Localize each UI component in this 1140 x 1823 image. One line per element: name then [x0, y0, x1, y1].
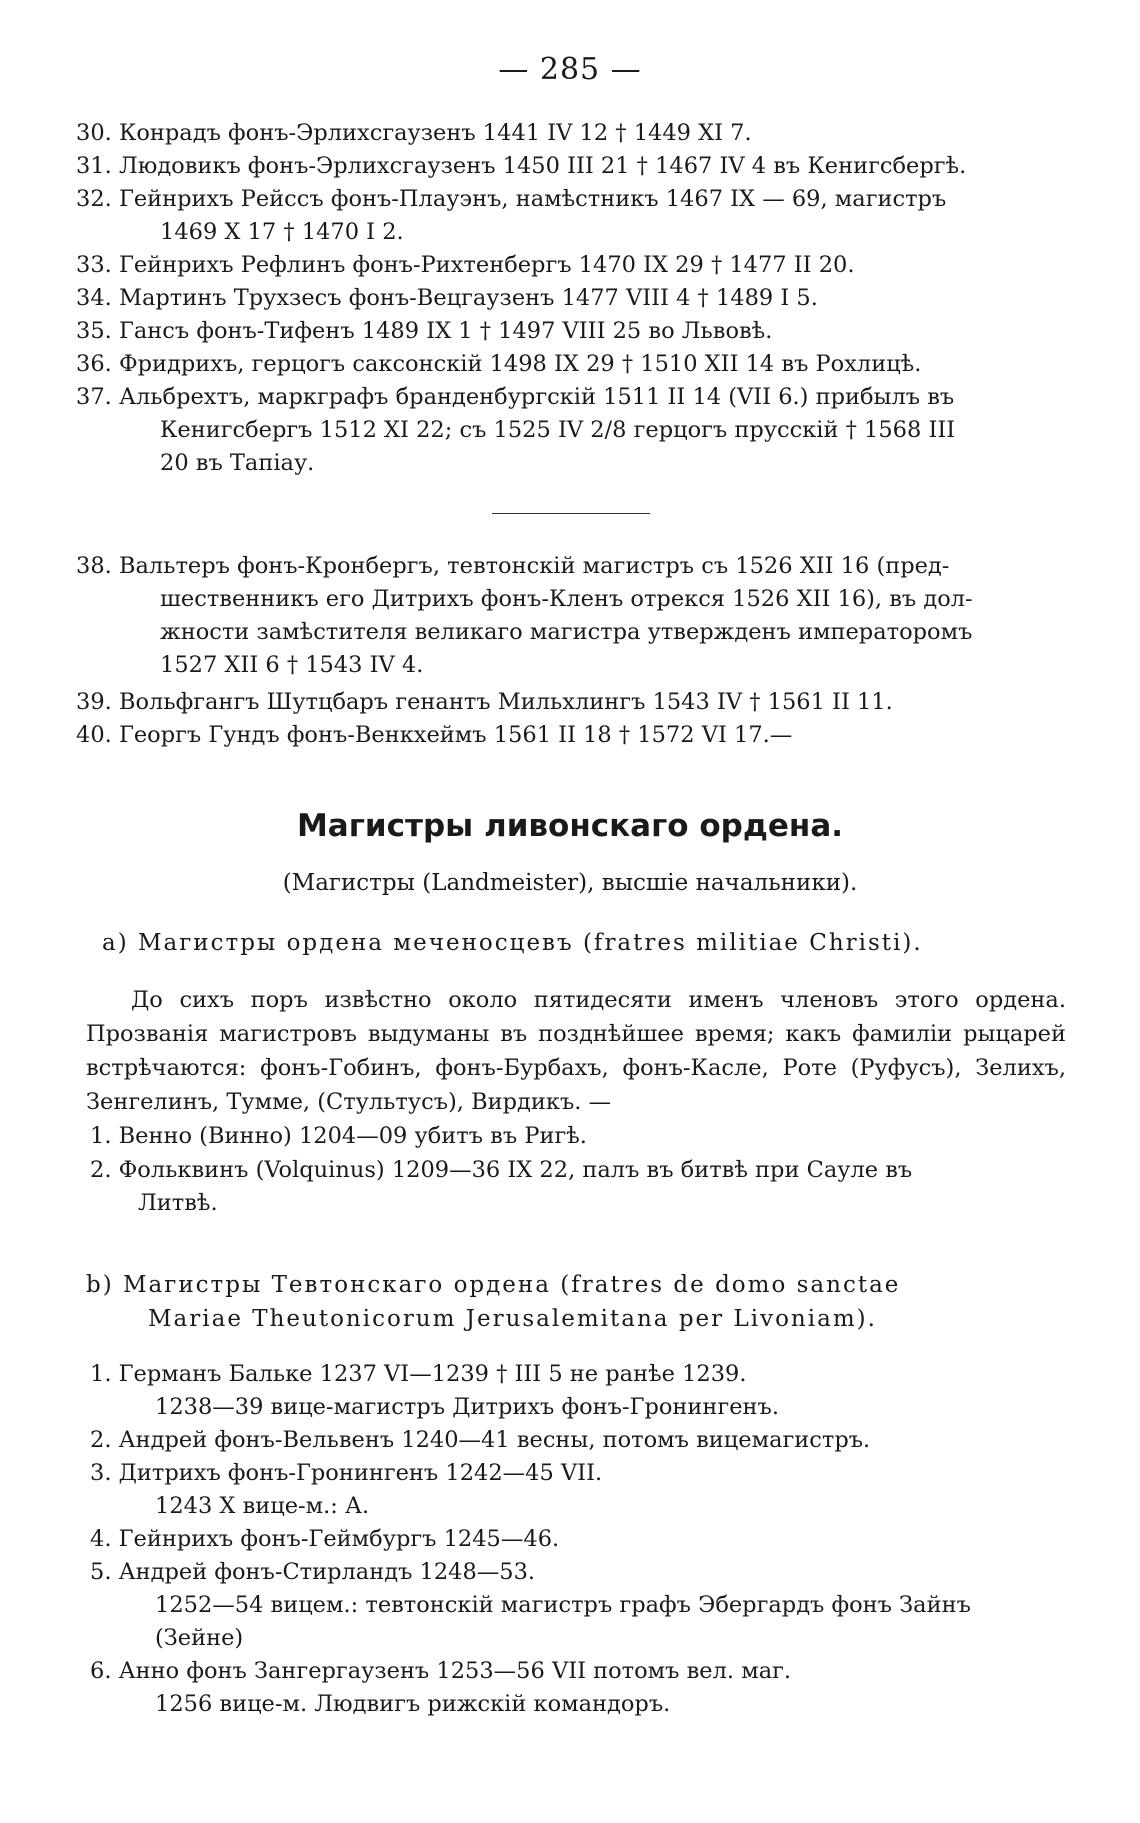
item-text-continued: жности замѣстителя великаго магистра утвержденъ императоромъ [160, 619, 973, 645]
item-text-continued: 1469 X 17 † 1470 I 2. [160, 219, 404, 245]
item-number: 2. [90, 1427, 112, 1453]
sub-item-text-continued: (Зейне) [155, 1625, 244, 1651]
item-text-continued: 20 въ Тапіау. [160, 450, 315, 476]
list-item [90, 1523, 1080, 1556]
page-number: — 285 — [498, 52, 642, 87]
item-number: 33. [76, 252, 112, 278]
list-item [76, 550, 1066, 682]
item-number: 3. [90, 1460, 112, 1486]
section-heading: Магистры ливонскаго ордена. [296, 808, 844, 844]
list-item [90, 1120, 1080, 1153]
item-text: Вальтеръ фонъ-Кронбергъ, тевтонскій магистръ съ 1526 XII 16 (пред- [118, 553, 950, 579]
item-number: 37. [76, 384, 112, 410]
section-subheading: (Магистры (Landmeister), высшіе начальники). [282, 870, 858, 896]
item-text: Анно фонъ Зангергаузенъ 1253—56 VII потомъ вел. маг. [118, 1658, 792, 1684]
list-item [76, 348, 1066, 381]
item-text: Венно (Винно) 1204—09 убитъ въ Ригѣ. [118, 1123, 587, 1149]
item-text: Фольквинъ (Volquinus) 1209—36 IX 22, палъ въ битвѣ при Сауле въ [118, 1157, 913, 1183]
intro-paragraph [86, 983, 1066, 1119]
item-number: 1. [90, 1123, 112, 1149]
list-item [76, 315, 1066, 348]
item-text: Дитрихъ фонъ-Гронингенъ 1242—45 VII. [118, 1460, 603, 1486]
title-text-continued: Mariae Theutonicorum Jerusalemitana per Livoniam). [148, 1306, 877, 1332]
item-number: 30. [76, 120, 112, 146]
item-text-continued: 1527 XII 6 † 1543 IV 4. [160, 652, 424, 678]
list-item [76, 282, 1066, 315]
list-item [76, 686, 1066, 719]
item-text: Андрей фонъ-Стирландъ 1248—53. [118, 1559, 536, 1585]
item-text: Гансъ фонъ-Тифенъ 1489 IX 1 † 1497 VIII 25 во Львовѣ. [118, 318, 773, 344]
item-number: 39. [76, 689, 112, 715]
paragraph-text: До сихъ поръ извѣстно около пятидесяти именъ членовъ этого ордена. Прозванія магистровъ выдуманы въ позднѣйшее время; какъ фамиліи рыцарей встрѣчаются: фонъ-Гобинъ, фонъ-Бурбахъ, фонъ-Касле, Роте (Руфусъ), Зелихъ, Зенгелинъ, Тумме, (Стультусъ), Вирдикъ. — [86, 987, 1066, 1115]
item-number: 2. [90, 1157, 112, 1183]
item-number: 1. [90, 1361, 112, 1387]
item-text: Германъ Бальке 1237 VI—1239 † III 5 не ранѣе 1239. [118, 1361, 747, 1387]
subsection-b-title [86, 1268, 1076, 1336]
item-number: 40. [76, 722, 112, 748]
item-number: 6. [90, 1658, 112, 1684]
item-text: Вольфгангъ Шутцбаръ генантъ Мильхлингъ 1543 IV † 1561 II 11. [118, 689, 893, 715]
title-text: b) Магистры Тевтонскаго ордена (fratres de domo sanctae [86, 1272, 901, 1298]
item-text: Фридрихъ, герцогъ саксонскій 1498 IX 29 † 1510 XII 14 въ Рохлицѣ. [118, 351, 922, 377]
list-item [90, 1154, 1080, 1220]
list-item [90, 1556, 1080, 1589]
list-item [76, 150, 1066, 183]
subsection-a-title: а) Магистры ордена меченосцевъ (fratres militiae Christi). [102, 930, 923, 956]
item-text: Мартинъ Трухзесъ фонъ-Вецгаузенъ 1477 VIII 4 † 1489 I 5. [118, 285, 818, 311]
sub-item [155, 1589, 1140, 1655]
item-text: Георгъ Гундъ фонъ-Венкхеймъ 1561 II 18 † 1572 VI 17.— [118, 722, 793, 748]
list-item [76, 117, 1066, 150]
item-number: 38. [76, 553, 112, 579]
item-text-continued: Кенигсбергъ 1512 XI 22; съ 1525 IV 2/8 герцогъ прусскій † 1568 III [160, 417, 956, 443]
item-text: Гейнрихъ фонъ-Геймбургъ 1245—46. [118, 1526, 560, 1552]
list-item [90, 1358, 1080, 1391]
item-text: Альбрехтъ, маркграфъ бранденбургскій 1511 II 14 (VII 6.) прибылъ въ [118, 384, 955, 410]
list-item [76, 719, 1066, 752]
item-text-continued: шественникъ его Дитрихъ фонъ-Кленъ отрекся 1526 XII 16), въ дол- [160, 586, 973, 612]
item-number: 4. [90, 1526, 112, 1552]
section-divider [492, 513, 650, 514]
sub-item: 1256 вице-м. Людвигъ рижскій командоръ. [155, 1691, 671, 1717]
list-item [90, 1424, 1080, 1457]
list-item [90, 1457, 1080, 1490]
item-text-continued: Литвѣ. [138, 1190, 218, 1216]
item-number: 35. [76, 318, 112, 344]
sub-item-text: 1252—54 вицем.: тевтонскій магистръ графъ Эбергардъ фонъ Зайнъ [155, 1592, 971, 1618]
list-item [76, 381, 1066, 480]
item-text: Гейнрихъ Рейссъ фонъ-Плауэнъ, намѣстникъ 1467 IX — 69, магистръ [118, 186, 947, 212]
item-number: 34. [76, 285, 112, 311]
item-text: Конрадъ фонъ-Эрлихсгаузенъ 1441 IV 12 † 1449 XI 7. [118, 120, 752, 146]
item-number: 32. [76, 186, 112, 212]
list-item [90, 1655, 1080, 1688]
item-number: 31. [76, 153, 112, 179]
list-item [76, 249, 1066, 282]
item-number: 5. [90, 1559, 112, 1585]
item-text: Андрей фонъ-Вельвенъ 1240—41 весны, потомъ вицемагистръ. [118, 1427, 871, 1453]
item-text: Людовикъ фонъ-Эрлихсгаузенъ 1450 III 21 † 1467 IV 4 въ Кенигсбергѣ. [118, 153, 967, 179]
sub-item: 1243 X вице-м.: А. [155, 1493, 370, 1519]
item-text: Гейнрихъ Рефлинъ фонъ-Рихтенбергъ 1470 IX 29 † 1477 II 20. [118, 252, 855, 278]
sub-item: 1238—39 вице-магистръ Дитрихъ фонъ-Гронингенъ. [155, 1394, 779, 1420]
list-item [76, 183, 1066, 249]
item-number: 36. [76, 351, 112, 377]
